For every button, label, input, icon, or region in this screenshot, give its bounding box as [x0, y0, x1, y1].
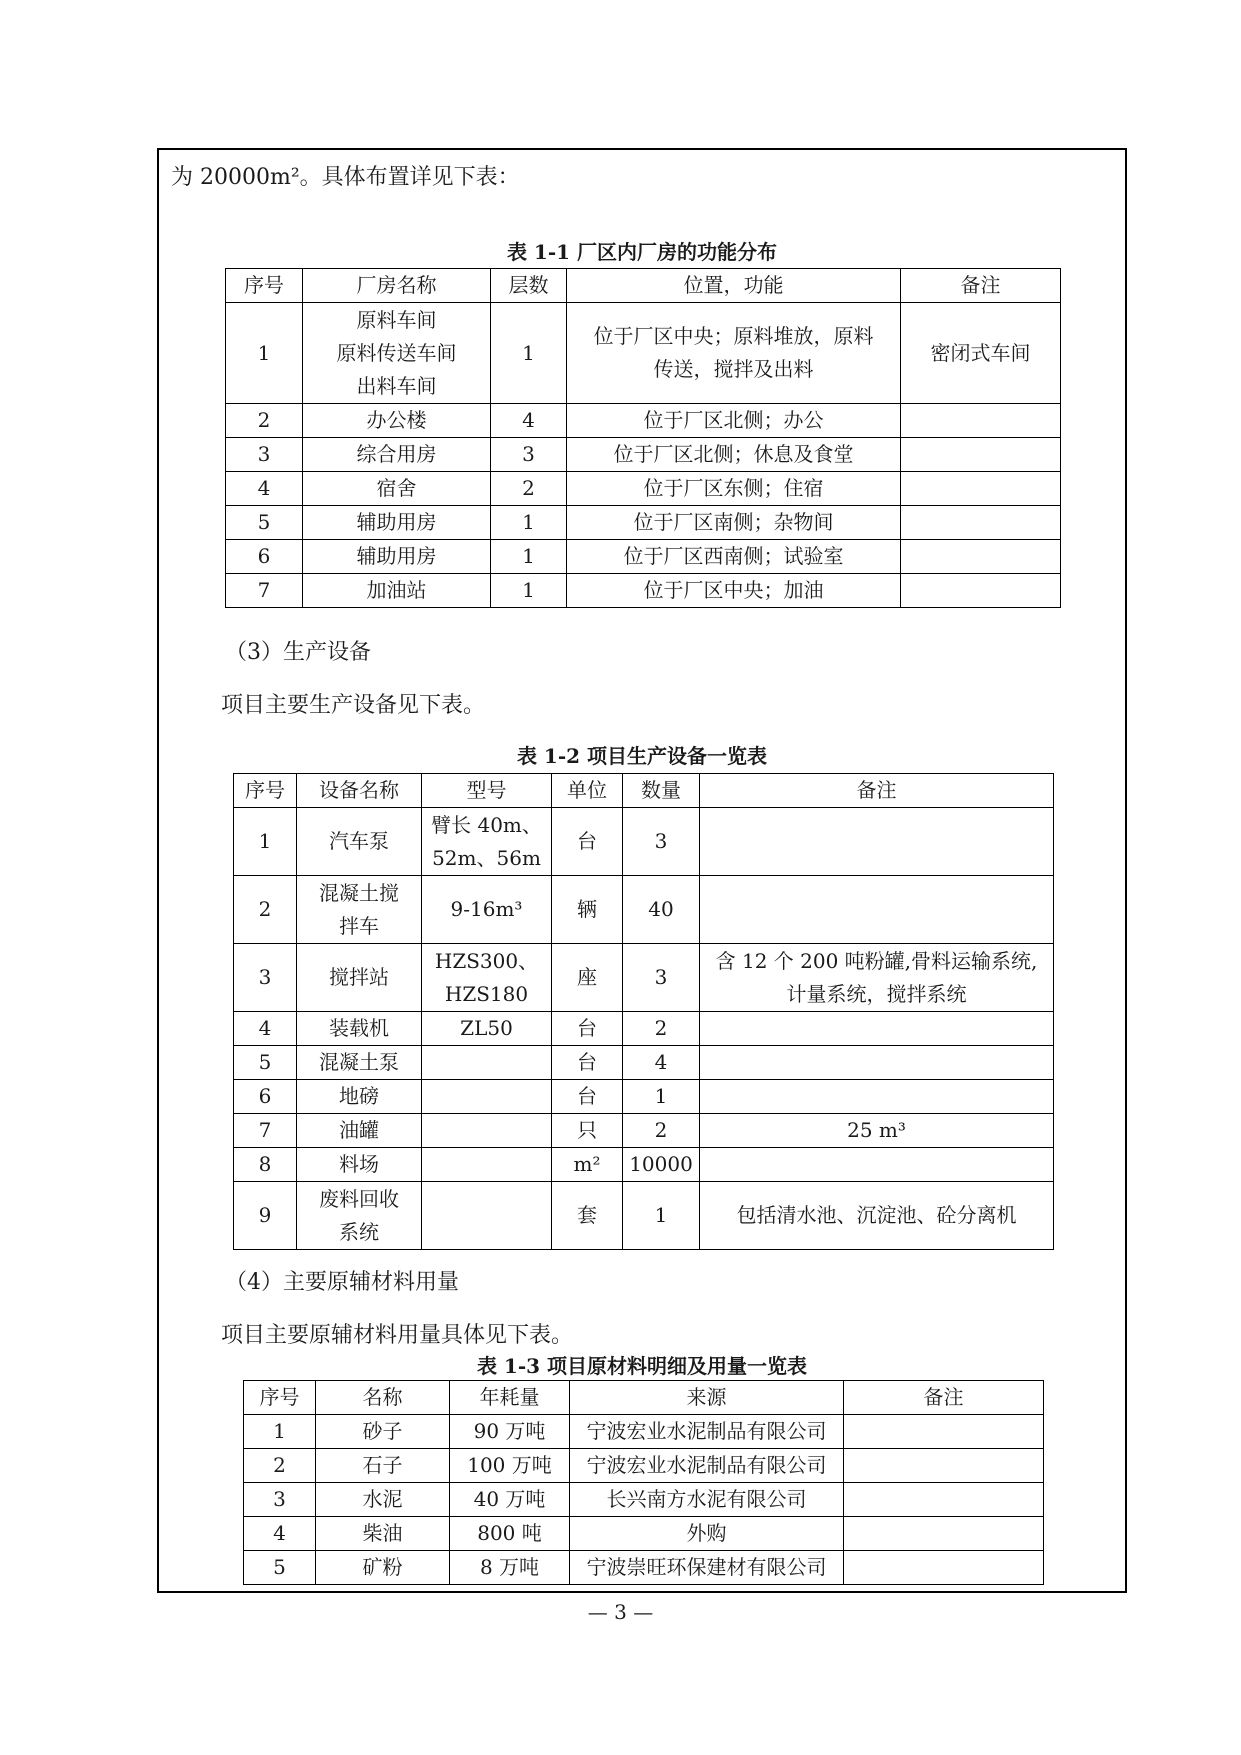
table2-header-row	[234, 774, 1054, 808]
table-row	[234, 1012, 1054, 1046]
table-cell: 7	[234, 1114, 297, 1148]
table-cell: 臂长 40m、 52m、56m	[422, 808, 552, 876]
table-cell: 包括清水池、沉淀池、砼分离机	[700, 1182, 1054, 1250]
table-cell: 25 m³	[700, 1114, 1054, 1148]
table-cell: 4	[491, 404, 567, 438]
table-cell: 8	[234, 1148, 297, 1182]
table-cell	[700, 876, 1054, 944]
table-cell: 1	[491, 574, 567, 608]
table-cell	[844, 1449, 1044, 1483]
table-row	[226, 506, 1061, 540]
table-cell: 3	[623, 808, 700, 876]
table-cell: 1	[234, 808, 297, 876]
table-cell: 油罐	[297, 1114, 422, 1148]
table-row	[234, 1046, 1054, 1080]
table-cell: 办公楼	[303, 404, 491, 438]
table-row	[234, 808, 1054, 876]
table-cell	[700, 1012, 1054, 1046]
table-cell: 4	[623, 1046, 700, 1080]
table-cell: 3	[623, 944, 700, 1012]
table2-header-cell: 序号	[234, 774, 297, 808]
table-cell: 综合用房	[303, 438, 491, 472]
table-cell: 只	[552, 1114, 623, 1148]
section-4-heading: （4）主要原辅材料用量	[225, 1270, 459, 1295]
table-cell: 1	[623, 1182, 700, 1250]
table-cell: 含 12 个 200 吨粉罐,骨料运输系统, 计量系统，搅拌系统	[700, 944, 1054, 1012]
table-cell: 40	[623, 876, 700, 944]
table-cell: 4	[226, 472, 303, 506]
table3-header-cell: 备注	[844, 1381, 1044, 1415]
table-cell: 宁波宏业水泥制品有限公司	[570, 1415, 844, 1449]
table-cell: 石子	[316, 1449, 450, 1483]
table-cell: 套	[552, 1182, 623, 1250]
table-cell: 台	[552, 1046, 623, 1080]
table-cell: 3	[491, 438, 567, 472]
section-3-heading: （3）生产设备	[225, 640, 371, 665]
table-cell: 辆	[552, 876, 623, 944]
table-row	[226, 540, 1061, 574]
table-cell: 位于厂区西南侧；试验室	[567, 540, 901, 574]
table3-header-row	[244, 1381, 1044, 1415]
table-cell: m²	[552, 1148, 623, 1182]
table-cell: 长兴南方水泥有限公司	[570, 1483, 844, 1517]
table-cell: 位于厂区中央；加油	[567, 574, 901, 608]
table-cell	[844, 1551, 1044, 1585]
table-row	[234, 1114, 1054, 1148]
table-cell	[844, 1415, 1044, 1449]
table1-header-cell: 厂房名称	[303, 269, 491, 303]
table-cell: 5	[234, 1046, 297, 1080]
table-cell: 料场	[297, 1148, 422, 1182]
table-cell	[844, 1483, 1044, 1517]
table1-caption: 表 1-1 厂区内厂房的功能分布	[506, 240, 778, 264]
table-cell: 位于厂区北侧；休息及食堂	[567, 438, 901, 472]
table-row	[226, 303, 1061, 404]
table-row	[234, 876, 1054, 944]
table-cell: 1	[244, 1415, 316, 1449]
table-row	[234, 1148, 1054, 1182]
table-cell: 水泥	[316, 1483, 450, 1517]
table-cell: 3	[226, 438, 303, 472]
table3-caption: 表 1-3 项目原材料明细及用量一览表	[476, 1354, 808, 1378]
table-cell: 辅助用房	[303, 540, 491, 574]
table-cell: 2	[244, 1449, 316, 1483]
table-cell: 宁波宏业水泥制品有限公司	[570, 1449, 844, 1483]
table-cell: 砂子	[316, 1415, 450, 1449]
table1-header-row	[226, 269, 1061, 303]
table2-header-cell: 型号	[422, 774, 552, 808]
table-cell: 2	[234, 876, 297, 944]
table-cell: 位于厂区东侧；住宿	[567, 472, 901, 506]
table-cell: 宿舍	[303, 472, 491, 506]
table-cell: 位于厂区北侧；办公	[567, 404, 901, 438]
table-cell: 位于厂区中央；原料堆放，原料 传送，搅拌及出料	[567, 303, 901, 404]
table-cell: 1	[491, 303, 567, 404]
table-cell: 台	[552, 808, 623, 876]
table-cell: HZS300、 HZS180	[422, 944, 552, 1012]
section-3-text: 项目主要生产设备见下表。	[221, 693, 486, 718]
table-cell: 6	[234, 1080, 297, 1114]
table-cell: 2	[491, 472, 567, 506]
table-cell	[901, 574, 1061, 608]
table-row	[226, 574, 1061, 608]
table-cell	[901, 438, 1061, 472]
table-cell: 1	[623, 1080, 700, 1114]
table-cell: 3	[234, 944, 297, 1012]
page-number: — 3 —	[587, 1600, 654, 1624]
table-cell: 宁波崇旺环保建材有限公司	[570, 1551, 844, 1585]
table-cell: 废料回收 系统	[297, 1182, 422, 1250]
table-cell	[700, 1046, 1054, 1080]
table-cell: 7	[226, 574, 303, 608]
table-1-3	[243, 1380, 1044, 1585]
table-cell: 1	[491, 540, 567, 574]
table-cell: 90 万吨	[450, 1415, 570, 1449]
table-cell	[901, 506, 1061, 540]
table2-header-cell: 单位	[552, 774, 623, 808]
table-cell	[422, 1080, 552, 1114]
table-row	[244, 1449, 1044, 1483]
table-cell: 地磅	[297, 1080, 422, 1114]
table1-header-cell: 层数	[491, 269, 567, 303]
section-4-text: 项目主要原辅材料用量具体见下表。	[221, 1323, 574, 1348]
table-cell: 混凝土泵	[297, 1046, 422, 1080]
table-cell: 混凝土搅 拌车	[297, 876, 422, 944]
table-cell: ZL50	[422, 1012, 552, 1046]
table-cell: 1	[226, 303, 303, 404]
table-cell: 2	[623, 1012, 700, 1046]
table-cell: 8 万吨	[450, 1551, 570, 1585]
table2-header-cell: 数量	[623, 774, 700, 808]
table-cell	[700, 808, 1054, 876]
table-cell	[901, 472, 1061, 506]
table-row	[244, 1551, 1044, 1585]
table-cell: 4	[244, 1517, 316, 1551]
table3-header-cell: 年耗量	[450, 1381, 570, 1415]
table-cell: 5	[244, 1551, 316, 1585]
table-cell: 2	[623, 1114, 700, 1148]
table-row	[234, 1182, 1054, 1250]
table-cell: 密闭式车间	[901, 303, 1061, 404]
table-cell: 9	[234, 1182, 297, 1250]
table-1-1	[225, 268, 1061, 608]
table-cell: 100 万吨	[450, 1449, 570, 1483]
table-cell: 搅拌站	[297, 944, 422, 1012]
table-cell	[700, 1148, 1054, 1182]
table-cell: 10000	[623, 1148, 700, 1182]
table-cell: 柴油	[316, 1517, 450, 1551]
table-cell: 1	[491, 506, 567, 540]
table-cell: 外购	[570, 1517, 844, 1551]
table-row	[226, 472, 1061, 506]
table-cell	[901, 404, 1061, 438]
table-cell	[844, 1517, 1044, 1551]
table-cell: 6	[226, 540, 303, 574]
table-row	[226, 438, 1061, 472]
table-cell: 辅助用房	[303, 506, 491, 540]
table1-header-cell: 备注	[901, 269, 1061, 303]
table-cell: 加油站	[303, 574, 491, 608]
table-cell: 3	[244, 1483, 316, 1517]
table-row	[244, 1483, 1044, 1517]
table-cell: 9-16m³	[422, 876, 552, 944]
table3-header-cell: 序号	[244, 1381, 316, 1415]
table-row	[244, 1517, 1044, 1551]
table-cell	[422, 1148, 552, 1182]
table2-header-cell: 设备名称	[297, 774, 422, 808]
table-1-2	[233, 773, 1054, 1250]
table-cell	[901, 540, 1061, 574]
table-cell: 座	[552, 944, 623, 1012]
table-cell	[700, 1080, 1054, 1114]
table-row	[234, 1080, 1054, 1114]
table2-caption: 表 1-2 项目生产设备一览表	[516, 744, 768, 768]
table1-header-cell: 序号	[226, 269, 303, 303]
table-cell: 4	[234, 1012, 297, 1046]
table1-header-cell: 位置，功能	[567, 269, 901, 303]
table-cell: 2	[226, 404, 303, 438]
table-cell: 汽车泵	[297, 808, 422, 876]
table-cell: 40 万吨	[450, 1483, 570, 1517]
table-cell: 原料车间 原料传送车间 出料车间	[303, 303, 491, 404]
table-row	[234, 944, 1054, 1012]
table-cell: 台	[552, 1012, 623, 1046]
table3-header-cell: 来源	[570, 1381, 844, 1415]
table-cell: 装载机	[297, 1012, 422, 1046]
table-cell	[422, 1182, 552, 1250]
table-cell: 台	[552, 1080, 623, 1114]
table-row	[226, 404, 1061, 438]
document-frame	[157, 148, 1127, 1593]
table-cell: 5	[226, 506, 303, 540]
table-row	[244, 1415, 1044, 1449]
intro-text: 为 20000m²。具体布置详见下表：	[171, 165, 520, 190]
table-cell	[422, 1046, 552, 1080]
table-cell: 800 吨	[450, 1517, 570, 1551]
table2-header-cell: 备注	[700, 774, 1054, 808]
table-cell	[422, 1114, 552, 1148]
table3-header-cell: 名称	[316, 1381, 450, 1415]
table-cell: 位于厂区南侧；杂物间	[567, 506, 901, 540]
table-cell: 矿粉	[316, 1551, 450, 1585]
